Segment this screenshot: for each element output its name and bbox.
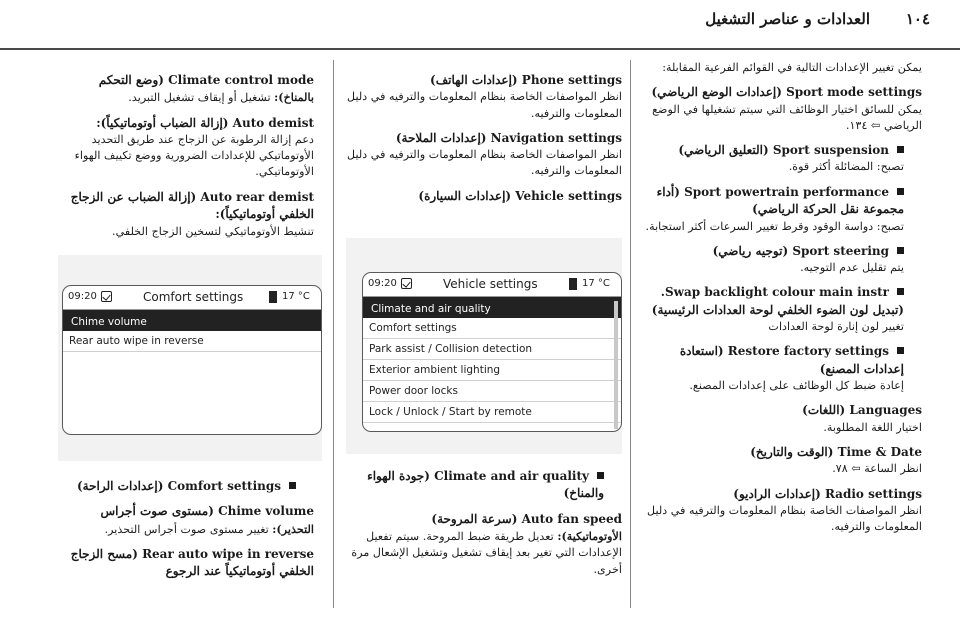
entry-title-en: Phone settings: [521, 73, 622, 87]
entry-title-en: Climate and air quality: [434, 469, 589, 483]
entry-title: [640, 84, 922, 101]
menu-item-climate-air-quality[interactable]: Climate and air quality: [363, 297, 621, 318]
entry-title-ar: (التعليق الرياضي): [678, 143, 769, 158]
entry-lead: بالمناخ):: [274, 90, 314, 105]
screen-title: Comfort settings: [143, 290, 244, 304]
entry-title-en: Sport suspension: [772, 143, 889, 158]
entry-title-en: Restore factory settings: [727, 344, 889, 359]
header-rule: [0, 48, 960, 50]
column-divider-left: [333, 60, 334, 608]
entry-sport-mode: [640, 84, 922, 134]
entry-title-en: Sport mode settings: [786, 85, 922, 100]
intro-text: يمكن تغيير الإعدادات التالية في القوائم الفرعية المقابلة:: [662, 61, 922, 74]
outside-temperature: 17 °C: [582, 278, 610, 289]
entry-title-en: Swap backlight colour main instr.: [660, 285, 889, 300]
entry-title-ar: (استعادة إعدادات المصنع): [679, 344, 904, 376]
page-title: العدادات و عناصر التشغيل: [705, 10, 870, 28]
entry-title-ar: (الوقت والتاريخ): [750, 445, 834, 460]
entry-title-en: Rear auto wipe in reverse: [142, 547, 314, 562]
entry-body: تشغيل أو إيقاف تشغيل التبريد.: [128, 91, 271, 105]
entry-rear-auto-wipe: [58, 546, 314, 581]
entry-title-en: Climate control mode: [168, 73, 314, 87]
entry-title-ar: (إعدادات الملاحة): [395, 130, 487, 145]
entry-phone-settings: [340, 72, 622, 122]
screen-header: [363, 273, 621, 297]
menu-item-rear-auto-wipe[interactable]: Rear auto wipe in reverse: [63, 331, 321, 352]
entry-body: تصبح: دواسة الوقود وقرط تغيير السرعات أكثر استجابة.: [645, 219, 904, 233]
edit-check-icon[interactable]: [101, 291, 112, 302]
thermometer-icon: [269, 291, 277, 303]
entry-title-en: Navigation settings: [490, 130, 622, 145]
entry-body: انظر المواصفات الخاصة بنظام المعلومات والترفيه في دليل المعلومات والترفيه.: [647, 504, 922, 534]
entry-title-en: Vehicle settings: [515, 188, 622, 203]
entry-climate-air-quality: [340, 468, 622, 503]
entry-title-en: Sport steering: [792, 243, 889, 258]
column-middle-lower: [340, 468, 622, 586]
entry-title-en: Chime volume: [218, 504, 314, 519]
screen-title: Vehicle settings: [443, 277, 538, 291]
entry-body: تغيير مستوى صوت أجراس التحذير.: [104, 522, 269, 536]
entry-body: إعادة ضبط كل الوظائف على إعدادات المصنع.: [689, 379, 904, 393]
bullet-icon: [897, 247, 904, 254]
entry-title-ar: (مسح الزجاج الخلفي أوتوماتيكياً عند الرجوع: [70, 547, 314, 579]
entry-auto-demist: [58, 115, 314, 181]
entry-body: انظر المواصفات الخاصة بنظام المعلومات والترفيه في دليل المعلومات والترفيه.: [347, 148, 622, 178]
column-left-lower: [58, 478, 314, 589]
bullet-icon: [897, 288, 904, 295]
entry-body: يمكن للسائق اختيار الوظائف التي سيتم تشغيلها في الوضع الرياضي ⇦ ١٣٤.: [652, 102, 922, 132]
entry-body: يتم تقليل عدم التوجيه.: [800, 261, 904, 275]
entry-restore-factory: [640, 343, 922, 394]
entry-title-ar: (إزالة الضباب عن الزجاج الخلفي أوتوماتيكياً):: [70, 189, 314, 222]
column-divider-right: [630, 60, 631, 608]
entry-languages: [640, 402, 922, 436]
entry-title-ar: (أداء مجموعة نقل الحركة الرياضي): [656, 184, 904, 217]
entry-title-ar: (مستوى صوت أجراس: [100, 504, 214, 519]
entry-navigation-settings: [340, 130, 622, 180]
thermometer-icon: [569, 278, 577, 290]
entry-title-ar: (سرعة المروحة): [431, 511, 518, 526]
menu-item-power-door-locks[interactable]: Power door locks: [363, 381, 621, 402]
column-right: [640, 60, 922, 544]
entry-climate-control-mode: [58, 72, 314, 107]
entry-title-en: Comfort settings: [167, 479, 281, 493]
entry-title-ar: (إعدادات الوضع الرياضي): [651, 85, 782, 100]
entry-title-ar: (إعدادات الهاتف): [430, 73, 518, 87]
bullet-icon: [897, 188, 904, 195]
edit-check-icon[interactable]: [401, 278, 412, 289]
page-header: [0, 0, 960, 50]
entry-body: انظر المواصفات الخاصة بنظام المعلومات والترفيه في دليل المعلومات والترفيه.: [347, 90, 622, 120]
column-middle: [340, 72, 622, 213]
menu-item-exterior-lighting[interactable]: Exterior ambient lighting: [363, 360, 621, 381]
entry-comfort-settings: [58, 478, 314, 495]
clock-time: 09:20: [368, 278, 397, 289]
entry-title-en: Sport powertrain performance: [684, 184, 889, 199]
entry-auto-fan-speed: [340, 511, 622, 578]
bullet-icon: [597, 472, 604, 479]
bullet-icon: [289, 482, 296, 489]
entry-title-ar: (إزالة الضباب أوتوماتيكياً):: [96, 115, 229, 130]
entry-body: دعم إزالة الرطوبة عن الزجاج عند طريق التحديد الأوتوماتيكي للإعدادات الضرورية ووضع تكييف الهواء الأوتوماتيكي.: [74, 133, 314, 179]
entry-radio-settings: [640, 486, 922, 536]
entry-title-en: Auto rear demist: [200, 189, 314, 204]
scrollbar[interactable]: [614, 301, 618, 429]
entry-title-en: Languages: [849, 403, 922, 418]
entry-body: تعديل طريقة ضبط المروحة. سيتم تفعيل الإعدادات التي تغير بعد إيقاف تشغيل وتشغيل الإشعال مرة أخرى.: [351, 530, 622, 576]
entry-title-ar: (جودة الهواء والمناخ): [367, 469, 604, 501]
entry-title-ar: (إعدادات الراحة): [77, 479, 164, 493]
vehicle-settings-screen: [362, 272, 622, 432]
entry-body: انظر الساعة ⇦ ٧٨.: [832, 462, 922, 476]
entry-sport-powertrain: [640, 184, 922, 235]
entry-title-ar: (إعدادات السيارة): [418, 188, 512, 203]
page-number: ١٠٤: [905, 10, 930, 28]
bullet-icon: [897, 347, 904, 354]
entry-title-en: Auto fan speed: [521, 511, 622, 526]
entry-vehicle-settings: [340, 188, 622, 205]
menu-item-comfort-settings[interactable]: Comfort settings: [363, 318, 621, 339]
entry-title-ar: (تبديل لون الضوء الخلفي لوحة العدادات الرئيسية): [651, 302, 904, 317]
entry-title-ar: (إعدادات الراديو): [733, 486, 821, 501]
entry-lead: الأوتوماتيكية):: [557, 529, 622, 544]
entry-title-en: Radio settings: [824, 486, 922, 501]
entry-sport-suspension: [640, 142, 922, 176]
entry-title-ar: (اللغات): [802, 403, 846, 418]
column-left: [58, 72, 314, 248]
entry-body: تصبح: المضائلة أكثر قوة.: [788, 160, 904, 174]
entry-swap-backlight: [640, 284, 922, 335]
entry-body: اختيار اللغة المطلوبة.: [823, 420, 922, 434]
entry-sport-steering: [640, 243, 922, 277]
entry-title-en: Auto demist: [232, 115, 314, 130]
entry-lead: التحذير):: [272, 521, 314, 536]
entry-auto-rear-demist: [58, 189, 314, 240]
entry-time-date: [640, 444, 922, 478]
entry-body: تنشيط الأوتوماتيكي لتسخين الزجاج الخلفي.: [112, 224, 314, 238]
clock-time: 09:20: [68, 291, 97, 302]
menu-item-lock-unlock-remote[interactable]: Lock / Unlock / Start by remote: [363, 402, 621, 423]
comfort-settings-screen: [62, 285, 322, 435]
entry-title-en: Time & Date: [837, 445, 922, 460]
entry-title-ar: (توجيه رياضي): [712, 243, 789, 258]
entry-chime-volume: [58, 503, 314, 538]
screen-header: [63, 286, 321, 310]
menu-item-chime-volume[interactable]: Chime volume: [63, 310, 321, 331]
bullet-icon: [897, 146, 904, 153]
outside-temperature: 17 °C: [282, 291, 310, 302]
menu-item-park-assist[interactable]: Park assist / Collision detection: [363, 339, 621, 360]
entry-title-ar: (وضع التحكم: [98, 73, 164, 87]
entry-body: تغيير لون إنارة لوحة العدادات: [768, 320, 904, 334]
